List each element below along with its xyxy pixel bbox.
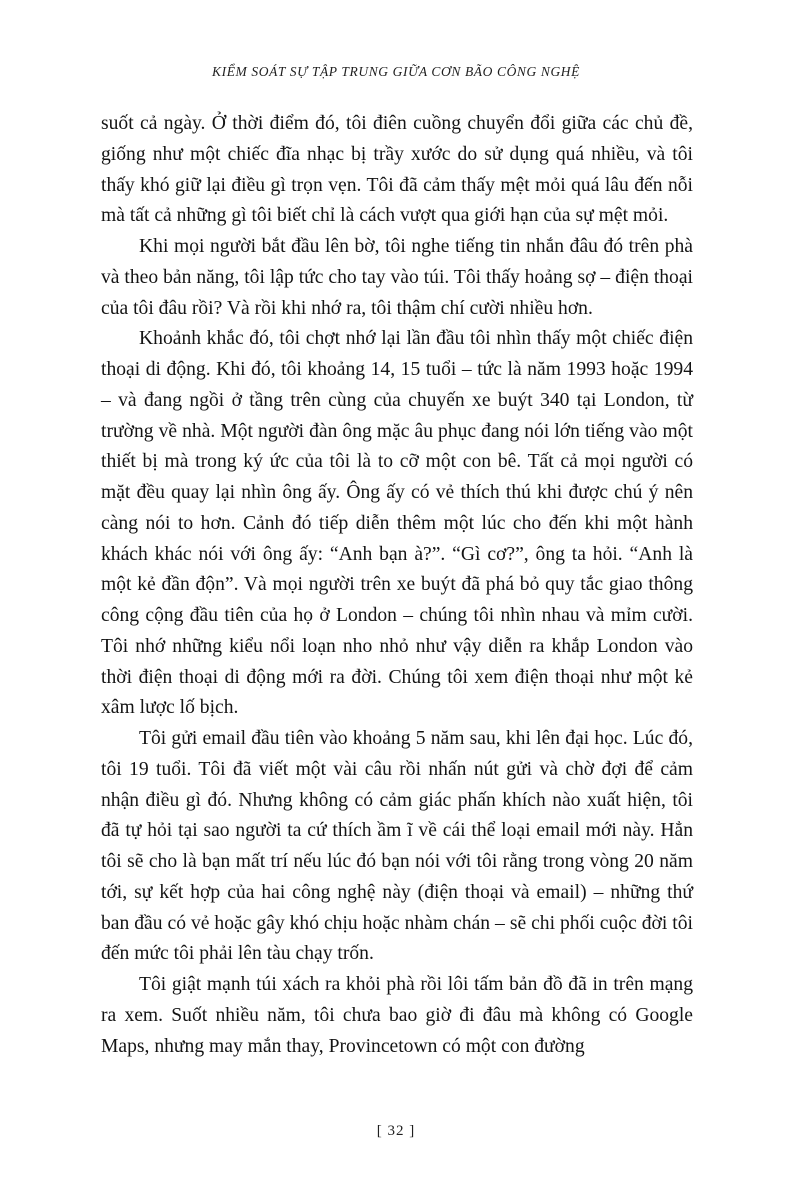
paragraph-continuation: suốt cả ngày. Ở thời điểm đó, tôi điên cuồng chuyển đổi giữa các chủ đề, giống như một chiếc đĩa nhạc bị trầy xước do sử dụng quá nhiều, và tôi thấy khó giữ lại điều gì trọn vẹn. Tôi đã cảm thấy mệt mỏi quá lâu đến nỗi mà tất cả những gì tôi biết chỉ là cách vượt qua giới hạn của sự mệt mỏi. — [101, 113, 693, 227]
paragraph: Tôi giật mạnh túi xách ra khỏi phà rồi lôi tấm bản đồ đã in trên mạng ra xem. Suốt nhiều năm, tôi chưa bao giờ đi đâu mà không có Google Maps, nhưng may mắn thay, Provincetown có một con đường — [101, 974, 693, 1057]
body-text — [101, 109, 693, 1062]
page-number: [ 32 ] — [376, 1123, 416, 1139]
paragraph: Tôi gửi email đầu tiên vào khoảng 5 năm sau, khi lên đại học. Lúc đó, tôi 19 tuổi. Tôi đã viết một vài câu rồi nhấn nút gửi và chờ đợi để cảm nhận điều gì đó. Nhưng không có cảm giác phấn khích nào xuất hiện, tôi đã tự hỏi tại sao người ta cứ thích ầm ĩ về cái thể loại email mới này. Hẳn tôi sẽ cho là bạn mất trí nếu lúc đó bạn nói với tôi rằng trong vòng 20 năm tới, sự kết hợp của hai công nghệ này (điện thoại và email) – những thứ ban đầu có vẻ hoặc gây khó chịu hoặc nhàm chán – sẽ chi phối cuộc đời tôi đến mức tôi phải lên tàu chạy trốn. — [101, 728, 693, 965]
running-head: KIỂM SOÁT SỰ TẬP TRUNG GIỮA CƠN BÃO CÔNG NGHỆ — [212, 64, 580, 79]
paragraph: Khi mọi người bắt đầu lên bờ, tôi nghe tiếng tin nhắn đâu đó trên phà và theo bản năng, tôi lập tức cho tay vào túi. Tôi thấy hoảng sợ – điện thoại của tôi đâu rồi? Và rồi khi nhớ ra, tôi thậm chí cười nhiều hơn. — [101, 236, 693, 319]
paragraph: Khoảnh khắc đó, tôi chợt nhớ lại lần đầu tôi nhìn thấy một chiếc điện thoại di động. Khi đó, tôi khoảng 14, 15 tuổi – tức là năm 1993 hoặc 1994 – và đang ngồi ở tầng trên cùng của chuyến xe buýt 340 tại London, từ trường về nhà. Một người đàn ông mặc âu phục đang nói lớn tiếng vào một thiết bị mà trong ký ức của tôi là to cỡ một con bê. Tất cả mọi người có mặt đều quay lại nhìn ông ấy. Ông ấy có vẻ thích thú khi được chú ý nên càng nói to hơn. Cảnh đó tiếp diễn thêm một lúc cho đến khi một hành khách khác nói với ông ấy: “Anh bạn à?”. “Gì cơ?”, ông ta hỏi. “Anh là một kẻ đần độn”. Và mọi người trên xe buýt đã phá bỏ quy tắc giao thông công cộng đầu tiên của họ ở London – chúng tôi nhìn nhau và mỉm cười. Tôi nhớ những kiểu nổi loạn nho nhỏ như vậy diễn ra khắp London vào thời điện thoại di động mới ra đời. Chúng tôi xem điện thoại như một kẻ xâm lược lố bịch. — [101, 328, 693, 719]
